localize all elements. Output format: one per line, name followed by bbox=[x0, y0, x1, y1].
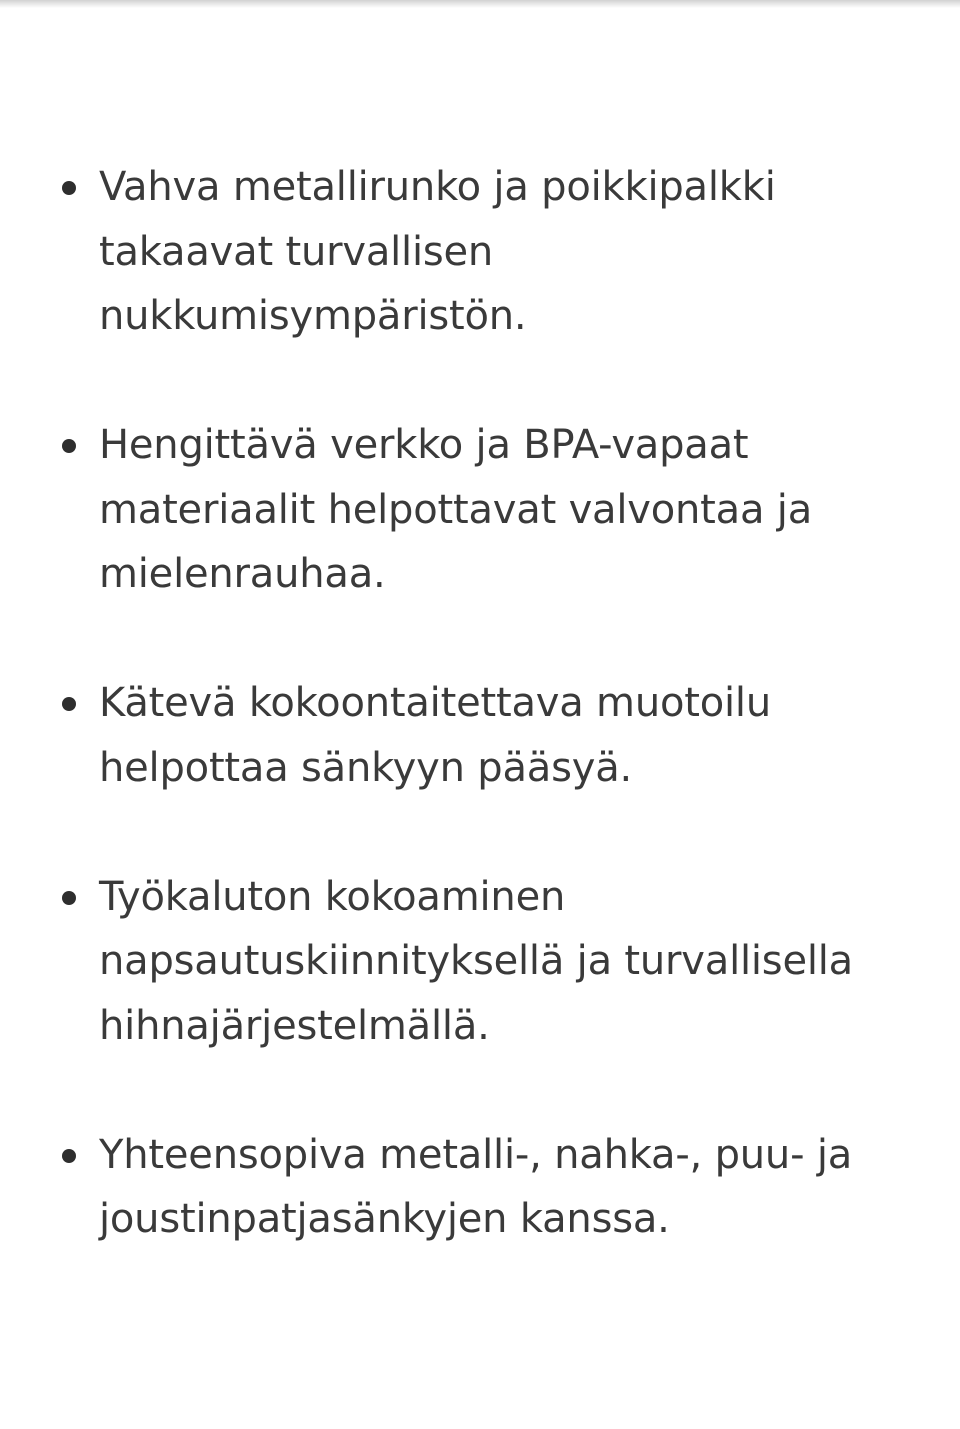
list-item bbox=[0, 155, 960, 349]
bullet-icon bbox=[62, 697, 76, 711]
bullet-icon bbox=[62, 1149, 76, 1163]
feature-text: Työkaluton kokoaminen napsautuskiinnityksellä ja turvallisella hihnajärjestelmällä. bbox=[99, 873, 853, 1049]
list-item bbox=[0, 413, 960, 607]
feature-text: Vahva metallirunko ja poikkipalkki takaavat turvallisen nukkumisympäristön. bbox=[99, 164, 776, 339]
feature-text: Hengittävä verkko ja BPA-vapaat materiaalit helpottavat valvontaa ja mielenrauhaa. bbox=[99, 422, 813, 597]
list-item bbox=[0, 1123, 960, 1252]
list-item bbox=[0, 671, 960, 800]
list-item bbox=[0, 865, 960, 1059]
bullet-icon bbox=[62, 439, 76, 453]
bullet-icon bbox=[62, 891, 76, 905]
feature-text: Yhteensopiva metalli-, nahka-, puu- ja joustinpatjasänkyjen kanssa. bbox=[99, 1131, 853, 1242]
bullet-icon bbox=[62, 181, 76, 195]
feature-text: Kätevä kokoontaitettava muotoilu helpottaa sänkyyn pääsyä. bbox=[99, 680, 771, 791]
feature-list bbox=[0, 155, 960, 1316]
